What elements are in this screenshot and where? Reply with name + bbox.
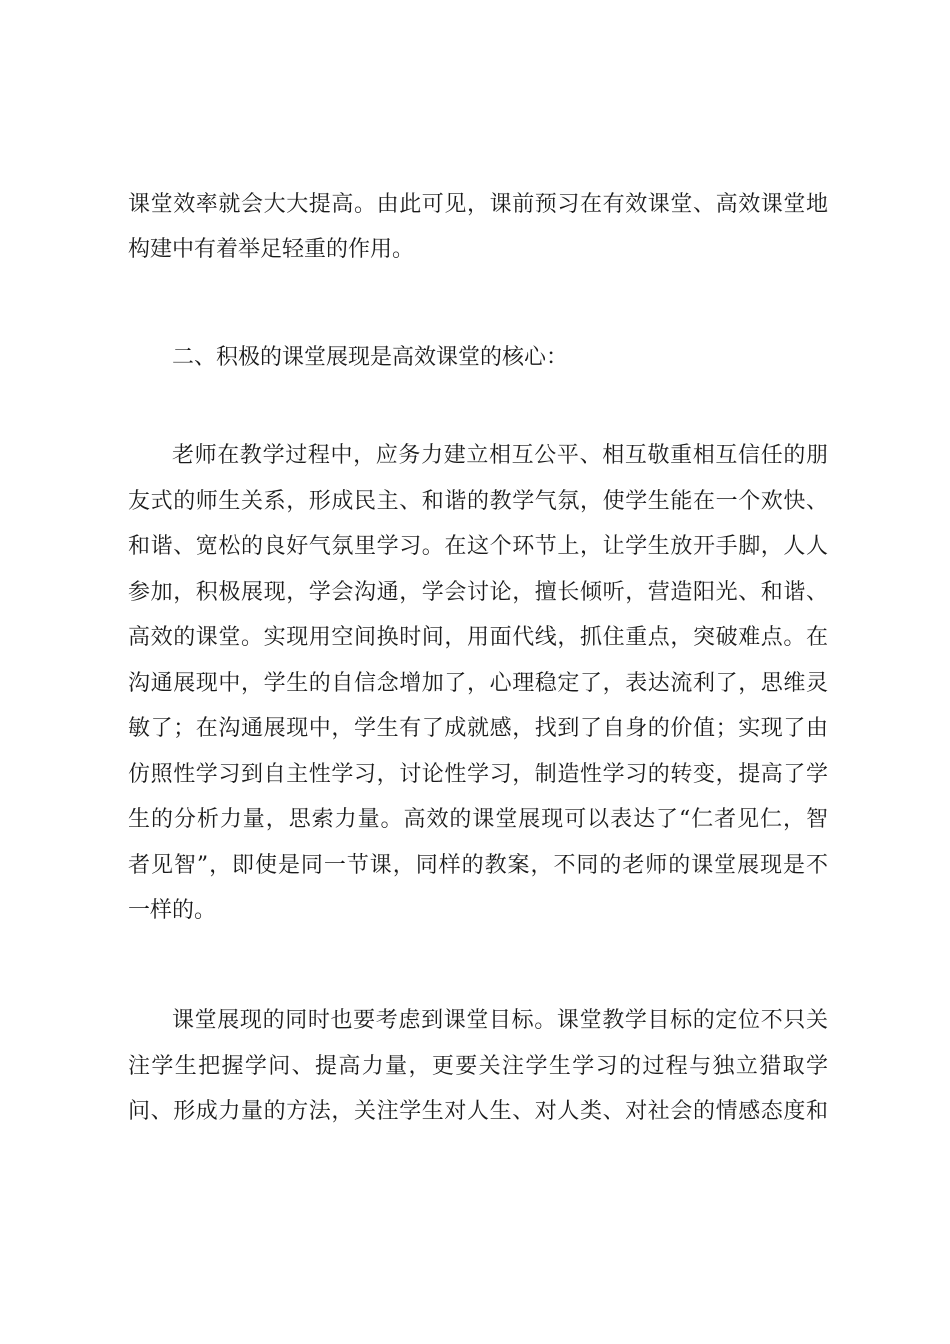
paragraph-2-line-2: 友式的师生关系，形成民主、和谐的教学气氛，使学生能在一个欢快、 <box>128 489 828 514</box>
paragraph-1-line-2: 构建中有着举足轻重的作用。 <box>128 237 415 262</box>
paragraph-2-line-9: 生的分析力量，思索力量。高效的课堂展现可以表达了“仁者见仁，智 <box>128 807 828 832</box>
paragraph-3-line-1: 课堂展现的同时也要考虑到课堂目标。课堂教学目标的定位不只关 <box>172 1008 828 1033</box>
paragraph-2-line-10: 者见智”，即使是同一节课，同样的教案，不同的老师的课堂展现是不 <box>128 853 828 878</box>
paragraph-2-line-1: 老师在教学过程中，应务力建立相互公平、相互敬重相互信任的朋 <box>172 443 828 468</box>
paragraph-3-line-3: 问、形成力量的方法，关注学生对人生、对人类、对社会的情感态度和 <box>128 1099 828 1124</box>
paragraph-3-line-2: 注学生把握学问、提高力量，更要关注学生学习的过程与独立猎取学 <box>128 1054 828 1079</box>
paragraph-1-line-1: 课堂效率就会大大提高。由此可见，课前预习在有效课堂、高效课堂地 <box>128 192 828 217</box>
paragraph-2-line-6: 沟通展现中，学生的自信念增加了，心理稳定了，表达流利了，思维灵 <box>128 671 828 696</box>
paragraph-2-line-8: 仿照性学习到自主性学习，讨论性学习，制造性学习的转变，提高了学 <box>128 762 828 787</box>
paragraph-2-line-3: 和谐、宽松的良好气氛里学习。在这个环节上，让学生放开手脚，人人 <box>128 534 828 559</box>
section-heading: 二、积极的课堂展现是高效课堂的核心： <box>172 345 569 370</box>
paragraph-2-line-7: 敏了；在沟通展现中，学生有了成就感，找到了自身的价值；实现了由 <box>128 716 828 741</box>
paragraph-2-line-5: 高效的课堂。实现用空间换时间，用面代线，抓住重点，突破难点。在 <box>128 625 828 650</box>
paragraph-2-line-11: 一样的。 <box>128 898 217 923</box>
paragraph-2-line-4: 参加，积极展现，学会沟通，学会讨论，擅长倾听，营造阳光、和谐、 <box>128 580 828 605</box>
